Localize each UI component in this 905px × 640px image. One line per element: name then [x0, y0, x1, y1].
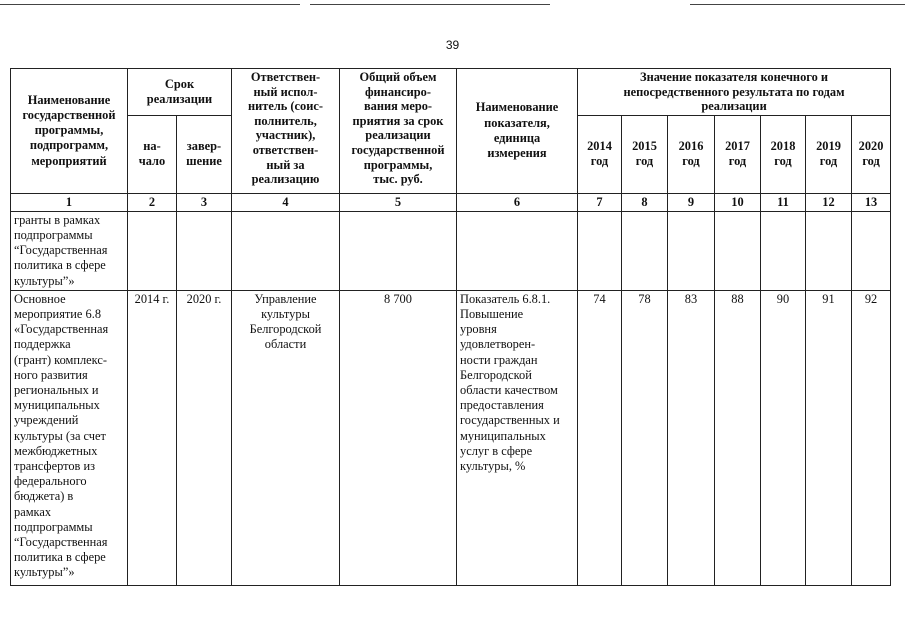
- column-number: 2: [128, 193, 177, 211]
- row-name: гранты в рамках подпрограммы “Государственная политика в сфере культуры”»: [11, 211, 128, 290]
- empty-cell: [340, 211, 457, 290]
- empty-cell: [128, 211, 177, 290]
- column-number: 7: [578, 193, 622, 211]
- table-row: [11, 211, 891, 290]
- header-end: завер- шение: [177, 115, 232, 193]
- header-year: 2014 год: [578, 115, 622, 193]
- column-number: 3: [177, 193, 232, 211]
- column-number: 13: [852, 193, 891, 211]
- header-year: 2017 год: [715, 115, 761, 193]
- header-responsible: Ответствен- ный испол- нитель (соис- полнитель, участник), ответствен- ный за реализацию: [232, 69, 340, 194]
- column-number: 10: [715, 193, 761, 211]
- start-year: 2014 г.: [128, 290, 177, 585]
- value-2016: 83: [668, 290, 715, 585]
- empty-cell: [715, 211, 761, 290]
- header-indicator: Наименование показателя, единица измерения: [457, 69, 578, 194]
- column-number: 11: [761, 193, 806, 211]
- column-number: 1: [11, 193, 128, 211]
- column-number: 8: [622, 193, 668, 211]
- value-2015: 78: [622, 290, 668, 585]
- column-number: 4: [232, 193, 340, 211]
- header-year: 2020 год: [852, 115, 891, 193]
- header-year: 2019 год: [806, 115, 852, 193]
- header-year: 2016 год: [668, 115, 715, 193]
- end-year: 2020 г.: [177, 290, 232, 585]
- column-number: 9: [668, 193, 715, 211]
- value-2019: 91: [806, 290, 852, 585]
- empty-cell: [578, 211, 622, 290]
- value-2018: 90: [761, 290, 806, 585]
- scan-edge-line: [310, 4, 550, 5]
- empty-cell: [668, 211, 715, 290]
- scan-edge-line: [0, 4, 300, 5]
- header-name: Наименование государственной программы, подпрограмм, мероприятий: [11, 69, 128, 194]
- empty-cell: [457, 211, 578, 290]
- column-number: 6: [457, 193, 578, 211]
- empty-cell: [806, 211, 852, 290]
- indicator-name: Показатель 6.8.1. Повышение уровня удовлетворен- ности граждан Белгородской области качеством предоставления государственных и муниципальных услуг в сфере культуры, %: [457, 290, 578, 585]
- value-2020: 92: [852, 290, 891, 585]
- page-number: 39: [445, 38, 460, 52]
- value-2014: 74: [578, 290, 622, 585]
- scan-edge-line: [690, 4, 905, 5]
- indicators-table: [10, 68, 891, 586]
- empty-cell: [177, 211, 232, 290]
- header-funding: Общий объем финансиро- вания меро- приятия за срок реализации государственной программы, тыс. руб.: [340, 69, 457, 194]
- column-number: 12: [806, 193, 852, 211]
- header-start: на- чало: [128, 115, 177, 193]
- value-2017: 88: [715, 290, 761, 585]
- header-year: 2015 год: [622, 115, 668, 193]
- empty-cell: [761, 211, 806, 290]
- empty-cell: [852, 211, 891, 290]
- table-row: [11, 290, 891, 585]
- funding-amount: 8 700: [340, 290, 457, 585]
- header-period: Срок реализации: [128, 69, 232, 116]
- header-year: 2018 год: [761, 115, 806, 193]
- responsible-executor: Управление культуры Белгородской области: [232, 290, 340, 585]
- empty-cell: [622, 211, 668, 290]
- column-number: 5: [340, 193, 457, 211]
- empty-cell: [232, 211, 340, 290]
- row-name: Основное мероприятие 6.8 «Государственная поддержка (грант) комплекс- ного развития региональных и муниципальных учреждений культуры (за счет межбюджетных трансфертов из федерального бюджета) в рамках подпрограммы “Государственная политика в сфере культуры”»: [11, 290, 128, 585]
- header-values: Значение показателя конечного и непосредственного результата по годам реализации: [578, 69, 891, 116]
